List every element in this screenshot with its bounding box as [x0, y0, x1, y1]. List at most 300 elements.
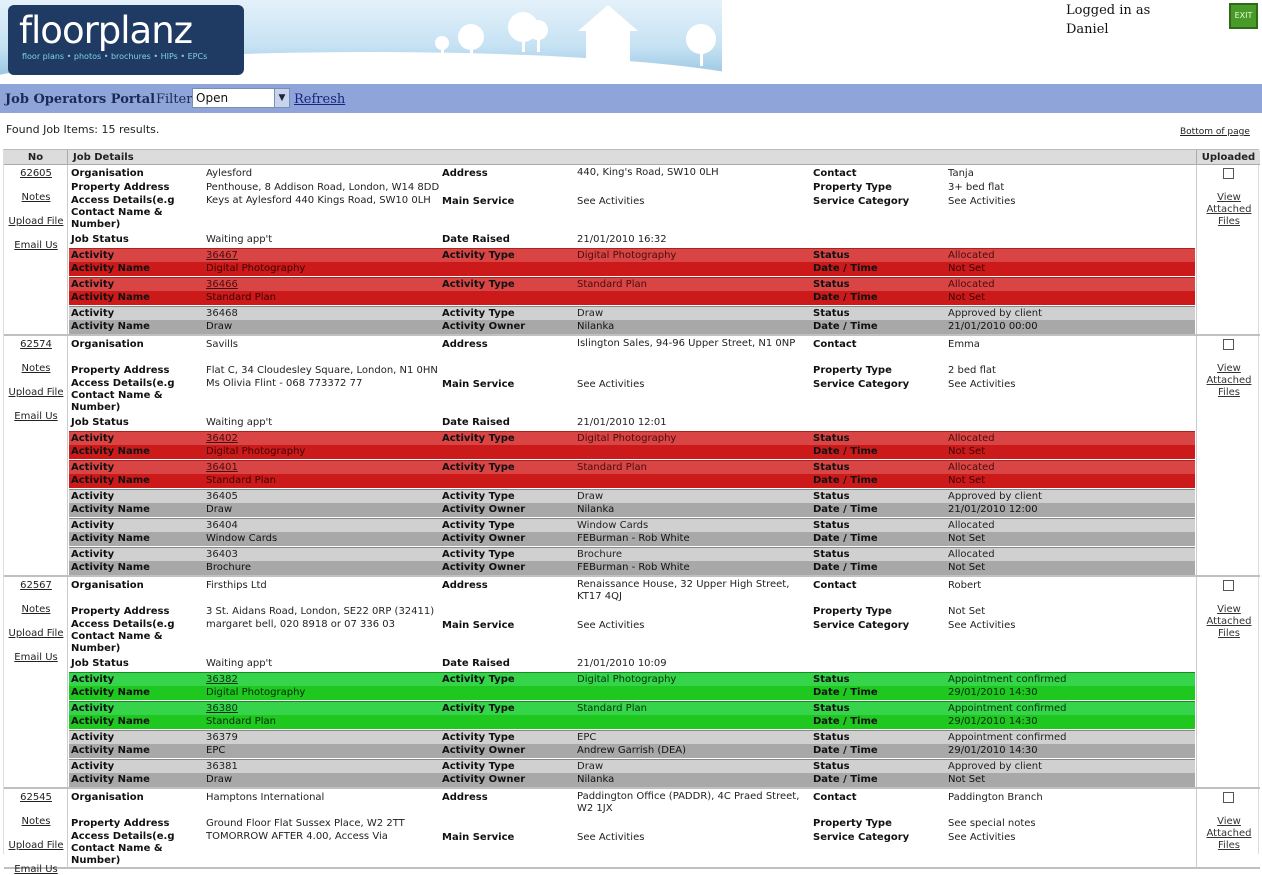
- activity-type-label: Activity Type: [442, 520, 515, 531]
- activity-name-label: Activity Name: [71, 774, 150, 785]
- main-service-value: See Activities: [577, 379, 645, 390]
- logged-in-user: Daniel: [1066, 22, 1109, 37]
- activity-id-value: 36403: [206, 549, 238, 560]
- job-number-link[interactable]: 62574: [20, 339, 52, 350]
- activity-id-value: 36405: [206, 491, 238, 502]
- contact-value: Tanja: [948, 168, 974, 179]
- job-row: [4, 336, 1260, 577]
- date-raised-value: 21/01/2010 10:09: [577, 658, 667, 669]
- property-address-value: 3 St. Aidans Road, London, SE22 0RP (32411): [206, 606, 435, 617]
- job-detail-row: [69, 378, 1195, 416]
- activity-datetime-label: Date / Time: [813, 716, 878, 727]
- activity-datetime-value: Not Set: [948, 446, 986, 457]
- address-label: Address: [442, 168, 488, 179]
- exit-button[interactable]: EXIT: [1229, 3, 1258, 29]
- page-title: Job Operators Portal: [5, 92, 156, 107]
- contact-label: Contact: [813, 792, 857, 803]
- activity-name-label: Activity Name: [71, 533, 150, 544]
- service-category-value: See Activities: [948, 832, 1016, 843]
- activity-name-label: Activity Name: [71, 475, 150, 486]
- activity-name-value: Draw: [206, 321, 233, 332]
- activity-owner-value: FEBurman - Rob White: [577, 533, 690, 544]
- activity-status-label: Status: [813, 279, 850, 290]
- contact-label: Contact: [813, 339, 857, 350]
- activity-id-value[interactable]: 36382: [206, 674, 238, 685]
- logo-text: floorplanz: [19, 9, 193, 52]
- activity-owner-value: FEBurman - Rob White: [577, 562, 690, 573]
- tree-trunk-graphic: [700, 52, 703, 66]
- activity-owner-label: Activity Owner: [442, 321, 526, 332]
- job-status-label: Job Status: [71, 234, 129, 245]
- email-us-link[interactable]: Email Us: [14, 652, 58, 663]
- floorplanz-logo: [8, 5, 244, 75]
- activity-status-label: Status: [813, 732, 850, 743]
- activity-id-value: 36381: [206, 761, 238, 772]
- service-category-label: Service Category: [813, 379, 910, 390]
- activity-type-label: Activity Type: [442, 703, 515, 714]
- job-detail-row: [69, 416, 1195, 430]
- access-details-value: margaret bell, 020 8918 or 07 336 03: [206, 619, 396, 630]
- activity-status-value: Approved by client: [948, 761, 1043, 772]
- activity-id-value: 36379: [206, 732, 238, 743]
- organisation-label: Organisation: [71, 792, 144, 803]
- job-number-link[interactable]: 62605: [20, 168, 52, 179]
- job-status-value: Waiting app't: [206, 234, 273, 245]
- activity-status-value: Approved by client: [948, 491, 1043, 502]
- activity-name-row: [69, 291, 1195, 305]
- job-detail-row: [69, 831, 1195, 869]
- activity-name-value: Brochure: [206, 562, 252, 573]
- activity-label: Activity: [71, 308, 115, 319]
- activity-id-value[interactable]: 36466: [206, 279, 238, 290]
- activity-id-value[interactable]: 36401: [206, 462, 238, 473]
- activity-status-value: Allocated: [948, 549, 995, 560]
- job-actions-cell: [4, 577, 68, 787]
- activity-type-value: Standard Plan: [577, 703, 647, 714]
- organisation-value: Aylesford: [206, 168, 253, 179]
- toolbar: [0, 84, 1262, 113]
- activity-name-label: Activity Name: [71, 263, 150, 274]
- activity-name-label: Activity Name: [71, 321, 150, 332]
- activity-type-label: Activity Type: [442, 279, 515, 290]
- job-row: [4, 577, 1260, 789]
- main-service-label: Main Service: [442, 620, 515, 631]
- organisation-label: Organisation: [71, 339, 144, 350]
- activity-type-value: Brochure: [577, 549, 623, 560]
- uploaded-cell: [1196, 165, 1260, 334]
- uploaded-checkbox[interactable]: [1223, 339, 1234, 350]
- chevron-down-icon[interactable]: ▼: [274, 89, 289, 107]
- activity-owner-label: Activity Owner: [442, 562, 526, 573]
- activity-name-label: Activity Name: [71, 745, 150, 756]
- address-value: 440, King's Road, SW10 0LH: [577, 167, 719, 178]
- view-attached-files-link[interactable]: View Attached Files: [1206, 604, 1252, 639]
- activity-name-value: Standard Plan: [206, 475, 276, 486]
- activity-name-label: Activity Name: [71, 687, 150, 698]
- activity-datetime-label: Date / Time: [813, 475, 878, 486]
- activity-datetime-label: Date / Time: [813, 745, 878, 756]
- activity-datetime-label: Date / Time: [813, 504, 878, 515]
- activity-label: Activity: [71, 761, 115, 772]
- activity-name-label: Activity Name: [71, 716, 150, 727]
- activity-owner-label: Activity Owner: [442, 774, 526, 785]
- upload-file-link[interactable]: Upload File: [8, 387, 64, 398]
- address-label: Address: [442, 339, 488, 350]
- view-attached-files-link[interactable]: View Attached Files: [1206, 192, 1252, 227]
- address-value: Renaissance House, 32 Upper High Street, KT17 4QJ: [577, 579, 790, 602]
- job-detail-row: [69, 233, 1195, 247]
- activity-status-value: Approved by client: [948, 308, 1043, 319]
- property-type-value: 3+ bed flat: [948, 182, 1005, 193]
- activity-status-label: Status: [813, 250, 850, 261]
- property-address-value: Ground Floor Flat Sussex Place, W2 2TT: [206, 818, 405, 829]
- service-category-value: See Activities: [948, 379, 1016, 390]
- activity-label: Activity: [71, 732, 115, 743]
- activity-name-value: Draw: [206, 504, 233, 515]
- activity-name-row: [69, 474, 1195, 488]
- activity-name-value: EPC: [206, 745, 226, 756]
- service-category-label: Service Category: [813, 620, 910, 631]
- activity-type-label: Activity Type: [442, 549, 515, 560]
- activity-name-value: Digital Photography: [206, 687, 306, 698]
- organisation-value: Firsthips Ltd: [206, 580, 267, 591]
- job-detail-row: [69, 167, 1195, 181]
- job-actions-cell: [4, 789, 68, 875]
- activity-status-label: Status: [813, 761, 850, 772]
- job-detail-row: [69, 791, 1195, 817]
- property-type-label: Property Type: [813, 818, 892, 829]
- organisation-value: Hamptons International: [206, 792, 325, 803]
- tree-trunk-graphic: [470, 48, 473, 58]
- bottom-of-page-link[interactable]: Bottom of page: [1180, 127, 1250, 137]
- organisation-value: Savills: [206, 339, 238, 350]
- main-service-value: See Activities: [577, 196, 645, 207]
- property-type-label: Property Type: [813, 365, 892, 376]
- notes-link[interactable]: Notes: [21, 604, 51, 615]
- activity-type-label: Activity Type: [442, 462, 515, 473]
- email-us-link[interactable]: Email Us: [14, 411, 58, 422]
- job-status-label: Job Status: [71, 417, 129, 428]
- activity-status-value: Allocated: [948, 433, 995, 444]
- notes-link[interactable]: Notes: [21, 363, 51, 374]
- address-label: Address: [442, 792, 488, 803]
- property-type-value: 2 bed flat: [948, 365, 996, 376]
- activity-owner-label: Activity Owner: [442, 745, 526, 756]
- activity-row: [69, 701, 1195, 715]
- filter-label: Filter: [156, 92, 193, 107]
- access-details-label: Access Details(e.g Contact Name & Number): [71, 378, 175, 413]
- activity-name-row: [69, 744, 1195, 758]
- activity-row: [69, 460, 1195, 474]
- activity-name-row: [69, 561, 1195, 575]
- access-details-value: Keys at Aylesford 440 Kings Road, SW10 0LH: [206, 195, 431, 206]
- activity-status-value: Allocated: [948, 279, 995, 290]
- activity-type-value: Window Cards: [577, 520, 649, 531]
- upload-file-link[interactable]: Upload File: [8, 216, 64, 227]
- service-category-value: See Activities: [948, 620, 1016, 631]
- activity-label: Activity: [71, 462, 115, 473]
- activity-type-label: Activity Type: [442, 308, 515, 319]
- refresh-link[interactable]: Refresh: [294, 92, 346, 107]
- activity-label: Activity: [71, 250, 115, 261]
- service-category-label: Service Category: [813, 832, 910, 843]
- activity-owner-value: Nilanka: [577, 774, 615, 785]
- uploaded-cell: [1196, 577, 1260, 787]
- upload-file-link[interactable]: Upload File: [8, 840, 64, 851]
- activity-id-value[interactable]: 36380: [206, 703, 238, 714]
- activity-status-label: Status: [813, 433, 850, 444]
- activity-type-value: Standard Plan: [577, 279, 647, 290]
- notes-link[interactable]: Notes: [21, 816, 51, 827]
- date-raised-label: Date Raised: [442, 417, 510, 428]
- activity-type-value: Standard Plan: [577, 462, 647, 473]
- activity-type-value: Draw: [577, 761, 604, 772]
- activity-row: [69, 489, 1195, 503]
- activity-type-label: Activity Type: [442, 491, 515, 502]
- organisation-label: Organisation: [71, 168, 144, 179]
- address-value: Islington Sales, 94-96 Upper Street, N1 0NP: [577, 338, 796, 349]
- email-us-link[interactable]: Email Us: [14, 864, 58, 875]
- activity-datetime-value: 29/01/2010 14:30: [948, 687, 1038, 698]
- access-details-label: Access Details(e.g Contact Name & Number): [71, 619, 175, 654]
- jobs-table: [3, 149, 1259, 875]
- service-category-label: Service Category: [813, 196, 910, 207]
- main-service-value: See Activities: [577, 620, 645, 631]
- uploaded-cell: [1196, 789, 1260, 867]
- activity-name-value: Digital Photography: [206, 263, 306, 274]
- activity-status-label: Status: [813, 462, 850, 473]
- activity-name-value: Window Cards: [206, 533, 278, 544]
- column-header-job-details: Job Details: [68, 150, 1196, 165]
- activity-row: [69, 759, 1195, 773]
- view-attached-files-link[interactable]: View Attached Files: [1206, 816, 1252, 851]
- activity-label: Activity: [71, 549, 115, 560]
- activity-name-label: Activity Name: [71, 292, 150, 303]
- activity-status-label: Status: [813, 703, 850, 714]
- property-type-value: See special notes: [948, 818, 1036, 829]
- uploaded-checkbox[interactable]: [1223, 580, 1234, 591]
- activity-owner-label: Activity Owner: [442, 504, 526, 515]
- tree-graphic: [528, 20, 548, 40]
- activity-name-label: Activity Name: [71, 446, 150, 457]
- activity-name-value: Draw: [206, 774, 233, 785]
- address-label: Address: [442, 580, 488, 591]
- activity-owner-value: Andrew Garrish (DEA): [577, 745, 687, 756]
- activity-name-value: Digital Photography: [206, 446, 306, 457]
- job-row: [4, 789, 1260, 875]
- results-count: Found Job Items: 15 results.: [6, 123, 160, 136]
- contact-label: Contact: [813, 168, 857, 179]
- organisation-label: Organisation: [71, 580, 144, 591]
- date-raised-value: 21/01/2010 16:32: [577, 234, 667, 245]
- notes-link[interactable]: Notes: [21, 192, 51, 203]
- uploaded-checkbox[interactable]: [1223, 792, 1234, 803]
- job-number-link[interactable]: 62545: [20, 792, 52, 803]
- activity-datetime-label: Date / Time: [813, 562, 878, 573]
- activity-row: [69, 431, 1195, 445]
- job-actions-cell: [4, 336, 68, 575]
- access-details-label: Access Details(e.g Contact Name & Number): [71, 195, 175, 230]
- activity-owner-label: Activity Owner: [442, 533, 526, 544]
- job-row: [4, 165, 1260, 336]
- activity-name-value: Standard Plan: [206, 716, 276, 727]
- activity-type-label: Activity Type: [442, 433, 515, 444]
- job-detail-row: [69, 181, 1195, 195]
- filter-value: Open: [196, 91, 229, 105]
- activity-datetime-value: 29/01/2010 14:30: [948, 745, 1038, 756]
- activity-id-value[interactable]: 36402: [206, 433, 238, 444]
- activity-datetime-value: 21/01/2010 00:00: [948, 321, 1038, 332]
- activity-datetime-value: Not Set: [948, 774, 986, 785]
- activity-label: Activity: [71, 703, 115, 714]
- job-detail-row: [69, 364, 1195, 378]
- logo-tagline: floor plans • photos • brochures • HIPs • EPCs: [22, 52, 208, 61]
- activity-datetime-value: 29/01/2010 14:30: [948, 716, 1038, 727]
- activity-datetime-label: Date / Time: [813, 292, 878, 303]
- activity-type-value: Digital Photography: [577, 674, 677, 685]
- activity-datetime-value: Not Set: [948, 562, 986, 573]
- tree-trunk-graphic: [537, 38, 540, 52]
- address-value: Paddington Office (PADDR), 4C Praed Street, W2 1JX: [577, 791, 800, 814]
- activity-name-row: [69, 262, 1195, 276]
- property-address-label: Property Address: [71, 365, 170, 376]
- activity-row: [69, 248, 1195, 262]
- activity-status-label: Status: [813, 308, 850, 319]
- date-raised-value: 21/01/2010 12:01: [577, 417, 667, 428]
- activity-status-value: Appointment confirmed: [948, 674, 1067, 685]
- view-attached-files-link[interactable]: View Attached Files: [1206, 363, 1252, 398]
- activity-datetime-label: Date / Time: [813, 774, 878, 785]
- activity-row: [69, 518, 1195, 532]
- activity-status-value: Allocated: [948, 520, 995, 531]
- activity-type-value: Draw: [577, 491, 604, 502]
- property-type-label: Property Type: [813, 606, 892, 617]
- activity-name-value: Standard Plan: [206, 292, 276, 303]
- main-service-label: Main Service: [442, 379, 515, 390]
- activity-datetime-value: Not Set: [948, 263, 986, 274]
- activity-status-value: Appointment confirmed: [948, 703, 1067, 714]
- activity-status-label: Status: [813, 520, 850, 531]
- activity-label: Activity: [71, 674, 115, 685]
- activity-name-row: [69, 445, 1195, 459]
- job-status-label: Job Status: [71, 658, 129, 669]
- main-service-label: Main Service: [442, 196, 515, 207]
- job-detail-row: [69, 817, 1195, 831]
- main-service-label: Main Service: [442, 832, 515, 843]
- activity-datetime-label: Date / Time: [813, 263, 878, 274]
- contact-value: Paddington Branch: [948, 792, 1043, 803]
- service-category-value: See Activities: [948, 196, 1016, 207]
- activity-row: [69, 306, 1195, 320]
- activity-type-label: Activity Type: [442, 250, 515, 261]
- job-number-link[interactable]: 62567: [20, 580, 52, 591]
- activity-name-row: [69, 320, 1195, 334]
- activity-owner-value: Nilanka: [577, 504, 615, 515]
- contact-value: Emma: [948, 339, 980, 350]
- job-detail-row: [69, 605, 1195, 619]
- activity-row: [69, 277, 1195, 291]
- tree-trunk-graphic: [522, 40, 525, 52]
- activity-datetime-value: Not Set: [948, 475, 986, 486]
- filter-select[interactable]: [192, 88, 290, 108]
- header-banner: [0, 0, 722, 84]
- activity-label: Activity: [71, 520, 115, 531]
- column-header-uploaded: Uploaded: [1196, 150, 1260, 165]
- activity-status-value: Allocated: [948, 250, 995, 261]
- upload-file-link[interactable]: Upload File: [8, 628, 64, 639]
- property-address-value: Flat C, 34 Cloudesley Square, London, N1 0HN: [206, 365, 438, 376]
- property-address-label: Property Address: [71, 606, 170, 617]
- uploaded-checkbox[interactable]: [1223, 168, 1234, 179]
- activity-id-value: 36404: [206, 520, 238, 531]
- activity-name-row: [69, 773, 1195, 787]
- activity-row: [69, 547, 1195, 561]
- uploaded-cell: [1196, 336, 1260, 575]
- job-detail-row: [69, 195, 1195, 233]
- activity-type-value: Draw: [577, 308, 604, 319]
- activity-label: Activity: [71, 433, 115, 444]
- activity-row: [69, 730, 1195, 744]
- property-type-value: Not Set: [948, 606, 986, 617]
- activity-name-label: Activity Name: [71, 562, 150, 573]
- activity-status-label: Status: [813, 674, 850, 685]
- activity-datetime-label: Date / Time: [813, 687, 878, 698]
- activity-datetime-label: Date / Time: [813, 446, 878, 457]
- activity-label: Activity: [71, 491, 115, 502]
- activity-id-value[interactable]: 36467: [206, 250, 238, 261]
- activity-name-row: [69, 532, 1195, 546]
- job-status-value: Waiting app't: [206, 417, 273, 428]
- date-raised-label: Date Raised: [442, 234, 510, 245]
- job-status-value: Waiting app't: [206, 658, 273, 669]
- activity-owner-value: Nilanka: [577, 321, 615, 332]
- logged-in-label: Logged in as: [1066, 3, 1151, 18]
- activity-datetime-value: Not Set: [948, 533, 986, 544]
- house-graphic: [578, 5, 638, 61]
- activity-type-label: Activity Type: [442, 674, 515, 685]
- login-status: [1066, 1, 1150, 39]
- job-detail-row: [69, 619, 1195, 657]
- date-raised-label: Date Raised: [442, 658, 510, 669]
- property-address-label: Property Address: [71, 818, 170, 829]
- column-header-no: No: [4, 150, 68, 165]
- property-address-label: Property Address: [71, 182, 170, 193]
- activity-row: [69, 672, 1195, 686]
- activity-type-label: Activity Type: [442, 732, 515, 743]
- activity-label: Activity: [71, 279, 115, 290]
- activity-status-label: Status: [813, 549, 850, 560]
- activity-name-label: Activity Name: [71, 504, 150, 515]
- activity-type-value: Digital Photography: [577, 250, 677, 261]
- email-us-link[interactable]: Email Us: [14, 240, 58, 251]
- access-details-value: Ms Olivia Flint - 068 773372 77: [206, 378, 363, 389]
- activity-name-row: [69, 715, 1195, 729]
- job-detail-row: [69, 657, 1195, 671]
- access-details-label: Access Details(e.g Contact Name & Number): [71, 831, 175, 866]
- activity-type-label: Activity Type: [442, 761, 515, 772]
- property-address-value: Penthouse, 8 Addison Road, London, W14 8DD: [206, 182, 440, 193]
- activity-name-row: [69, 686, 1195, 700]
- access-details-value: TOMORROW AFTER 4.00, Access Via: [206, 831, 388, 842]
- activity-status-value: Appointment confirmed: [948, 732, 1067, 743]
- tree-graphic: [458, 24, 484, 50]
- activity-type-value: EPC: [577, 732, 597, 743]
- contact-value: Robert: [948, 580, 982, 591]
- job-detail-row: [69, 338, 1195, 364]
- job-detail-row: [69, 579, 1195, 605]
- activity-datetime-label: Date / Time: [813, 533, 878, 544]
- job-actions-cell: [4, 165, 68, 334]
